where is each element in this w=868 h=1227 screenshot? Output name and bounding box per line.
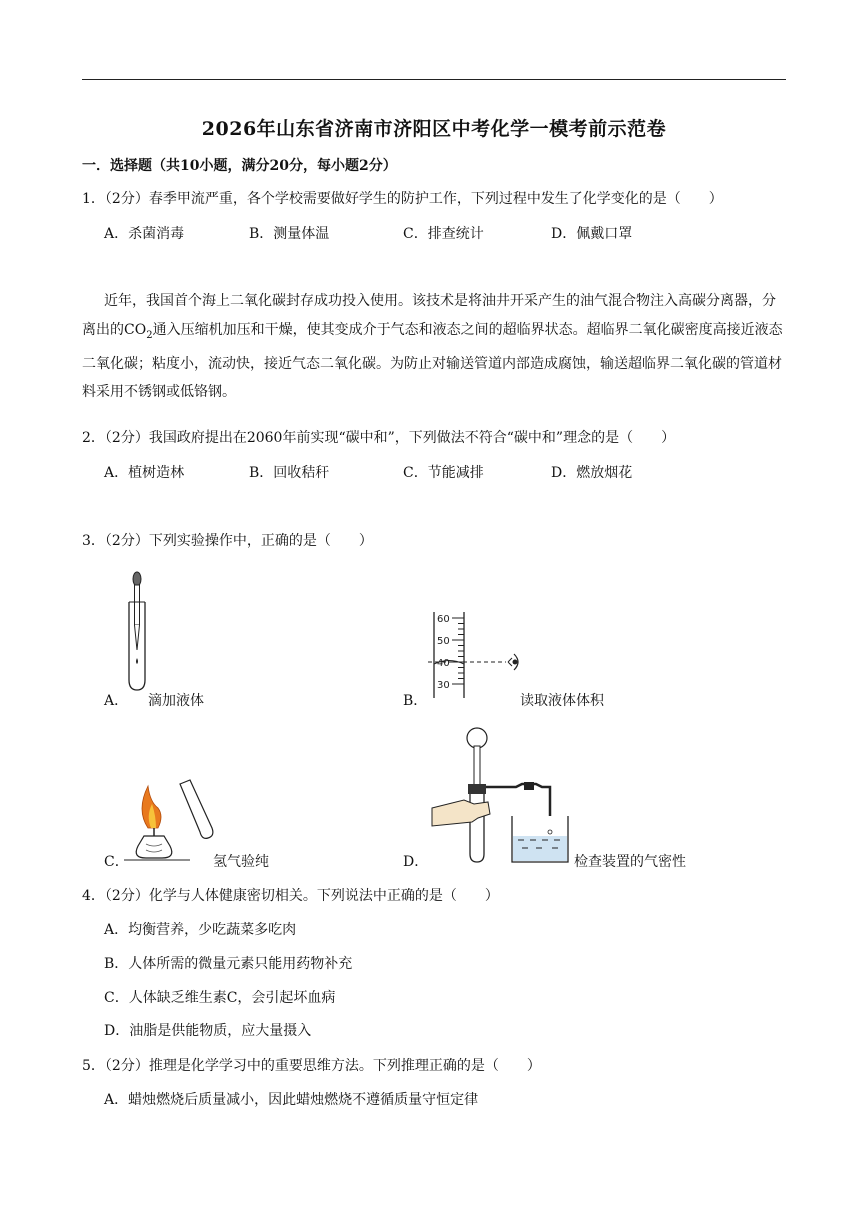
passage-part2: 通入压缩机加压和干燥，使其变成介于气态和液态之间的超临界状态。超临界二氧化碳密度高接近液态二氧化碳；粘度小，流动快，接近气态二氧化碳。为防止对输送管道内部造成腐蚀，输送超临界二氧化碳的管道材料采用不锈钢或低铬钢。 <box>82 321 783 401</box>
dropper-test-tube-icon <box>120 568 160 696</box>
q3-option-a-letter[interactable]: A． <box>104 693 129 709</box>
tick-label-50: 50 <box>437 636 450 647</box>
q1-option-c[interactable]: C．排查统计 <box>403 226 484 242</box>
q2-option-b[interactable]: B．回收秸秆 <box>249 465 330 481</box>
q4-option-b[interactable]: B．人体所需的微量元素只能用药物补充 <box>104 956 353 972</box>
q2-option-d[interactable]: D．燃放烟花 <box>551 465 633 481</box>
q3-option-c-caption: 氢气验纯 <box>213 854 269 870</box>
q3-option-a-caption: 滴加液体 <box>148 693 204 709</box>
q4-stem: 4．（2分）化学与人体健康密切相关。下列说法中正确的是（ ） <box>82 888 499 904</box>
q1-option-a[interactable]: A．杀菌消毒 <box>104 226 185 242</box>
q1-stem: 1．（2分）春季甲流严重，各个学校需要做好学生的防护工作，下列过程中发生了化学变化的是（ ） <box>82 191 723 207</box>
q1-option-d[interactable]: D．佩戴口罩 <box>551 226 633 242</box>
section-heading: 一．选择题（共10小题，满分20分，每小题2分） <box>82 158 397 174</box>
graduated-cylinder-eye-icon <box>428 608 528 700</box>
q5-option-a[interactable]: A．蜡烛燃烧后质量减小，因此蜡烛燃烧不遵循质量守恒定律 <box>104 1092 479 1108</box>
header-rule <box>82 79 786 80</box>
q4-option-d[interactable]: D．油脂是供能物质，应大量摄入 <box>104 1023 312 1039</box>
alcohol-lamp-test-tube-icon <box>118 780 218 862</box>
q3-stem: 3．（2分）下列实验操作中，正确的是（ ） <box>82 533 373 549</box>
q5-stem: 5．（2分）推理是化学学习中的重要思维方法。下列推理正确的是（ ） <box>82 1058 541 1074</box>
passage-part1: 近年，我国首个海上二氧化碳封存成功投入使用。该技术是将油井开采产生的油气混合物注入高碳分离器，分离出的CO <box>82 293 776 338</box>
page-title: 2026年山东省济南市济阳区中考化学一模考前示范卷 <box>201 118 667 140</box>
q3-option-d-letter[interactable]: D． <box>403 854 429 870</box>
q2-stem: 2．（2分）我国政府提出在2060年前实现“碳中和”，下列做法不符合“碳中和”理念的是（ ） <box>82 430 676 446</box>
q3-option-b-caption: 读取液体体积 <box>520 693 604 709</box>
tick-label-40: 40 <box>437 658 450 669</box>
q4-option-c[interactable]: C．人体缺乏维生素C，会引起坏血病 <box>104 990 336 1006</box>
q4-option-a[interactable]: A．均衡营养，少吃蔬菜多吃肉 <box>104 922 297 938</box>
q2-option-c[interactable]: C．节能减排 <box>403 465 484 481</box>
tick-label-30: 30 <box>437 680 450 691</box>
airtightness-apparatus-icon <box>432 724 580 864</box>
passage-subscript: 2 <box>146 329 153 341</box>
q3-option-b-letter[interactable]: B． <box>403 693 428 709</box>
q3-option-c-letter[interactable]: C． <box>104 854 129 870</box>
q2-option-a[interactable]: A．植树造林 <box>104 465 185 481</box>
q3-option-d-caption: 检查装置的气密性 <box>574 854 686 870</box>
reading-passage <box>82 287 786 407</box>
tick-label-60: 60 <box>437 614 450 625</box>
q1-option-b[interactable]: B．测量体温 <box>249 226 330 242</box>
